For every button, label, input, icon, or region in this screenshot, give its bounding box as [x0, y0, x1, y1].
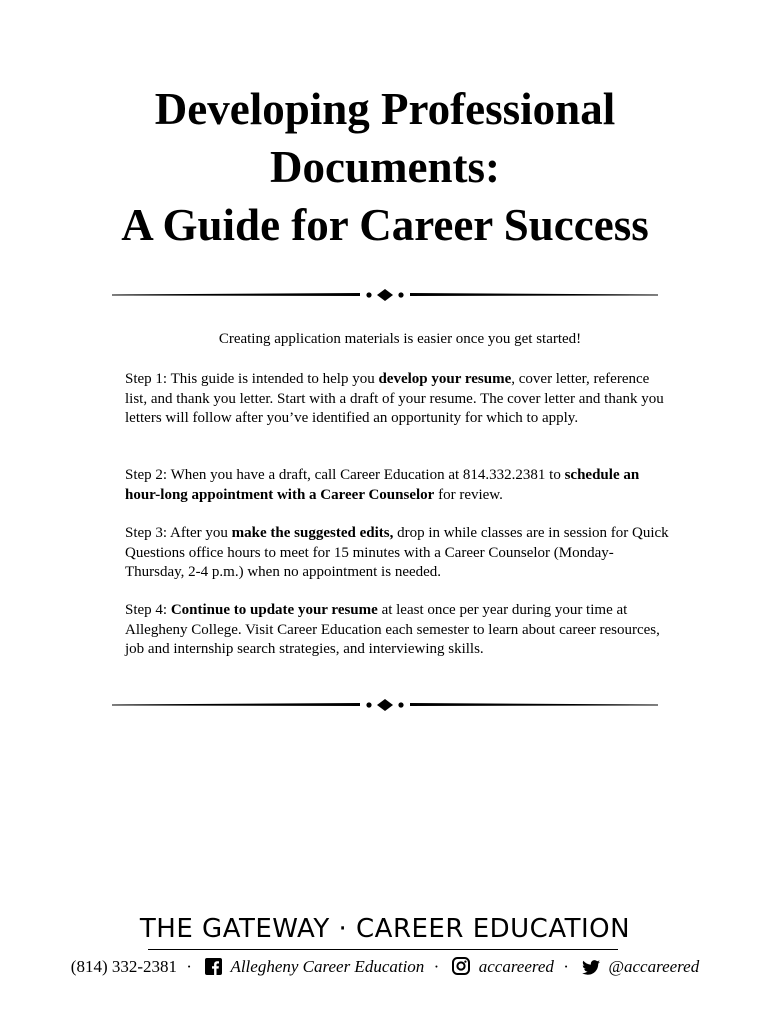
twitter-handle: @accareered: [608, 957, 700, 976]
step-3-paragraph: Step 3: After you make the suggested edits, drop in while classes are in session for Quick Questions office hours to meet for 15 minutes with a Career Counselor (Monday-Thursday, 2-4 p.m.) when no appointment is needed.: [125, 525, 669, 580]
page-title: [0, 80, 770, 254]
separator: ·: [186, 957, 192, 976]
intro-text: Creating application materials is easier once you get started!: [218, 331, 582, 347]
title-line-3: A Guide for Career Success: [121, 200, 649, 250]
title-line-1: Developing Professional: [154, 84, 616, 134]
separator: ·: [563, 957, 569, 976]
facebook-handle: Allegheny Career Education: [230, 957, 425, 976]
footer-rule: [148, 949, 618, 950]
ornamental-divider-top: [112, 288, 658, 302]
step-1-paragraph: Step 1: This guide is intended to help you develop your resume, cover letter, reference list, and thank you letter. Start with a draft of your resume. The cover letter and thank you letters will follow after you’ve identified an opportunity for which to apply.: [125, 371, 664, 426]
instagram-icon: [452, 957, 470, 980]
contact-line: [0, 957, 770, 980]
separator: ·: [433, 957, 440, 976]
phone-number: (814) 332-2381: [70, 957, 178, 976]
footer-title: THE GATEWAY · CAREER EDUCATION: [139, 914, 631, 944]
ornamental-divider-bottom: [112, 698, 658, 712]
instagram-handle: accareered: [478, 957, 554, 976]
twitter-icon: [582, 960, 600, 980]
title-line-2: Documents:: [270, 142, 500, 192]
step-4-paragraph: Step 4: Continue to update your resume at least once per year during your time at Allegheny College. Visit Career Education each semester to learn about career resources, job and internship search strategies, and interviewing skills.: [125, 602, 660, 657]
facebook-icon: [205, 958, 222, 980]
step-2-paragraph: Step 2: When you have a draft, call Career Education at 814.332.2381 to schedule an hour-long appointment with a Career Counselor for review.: [125, 467, 640, 503]
